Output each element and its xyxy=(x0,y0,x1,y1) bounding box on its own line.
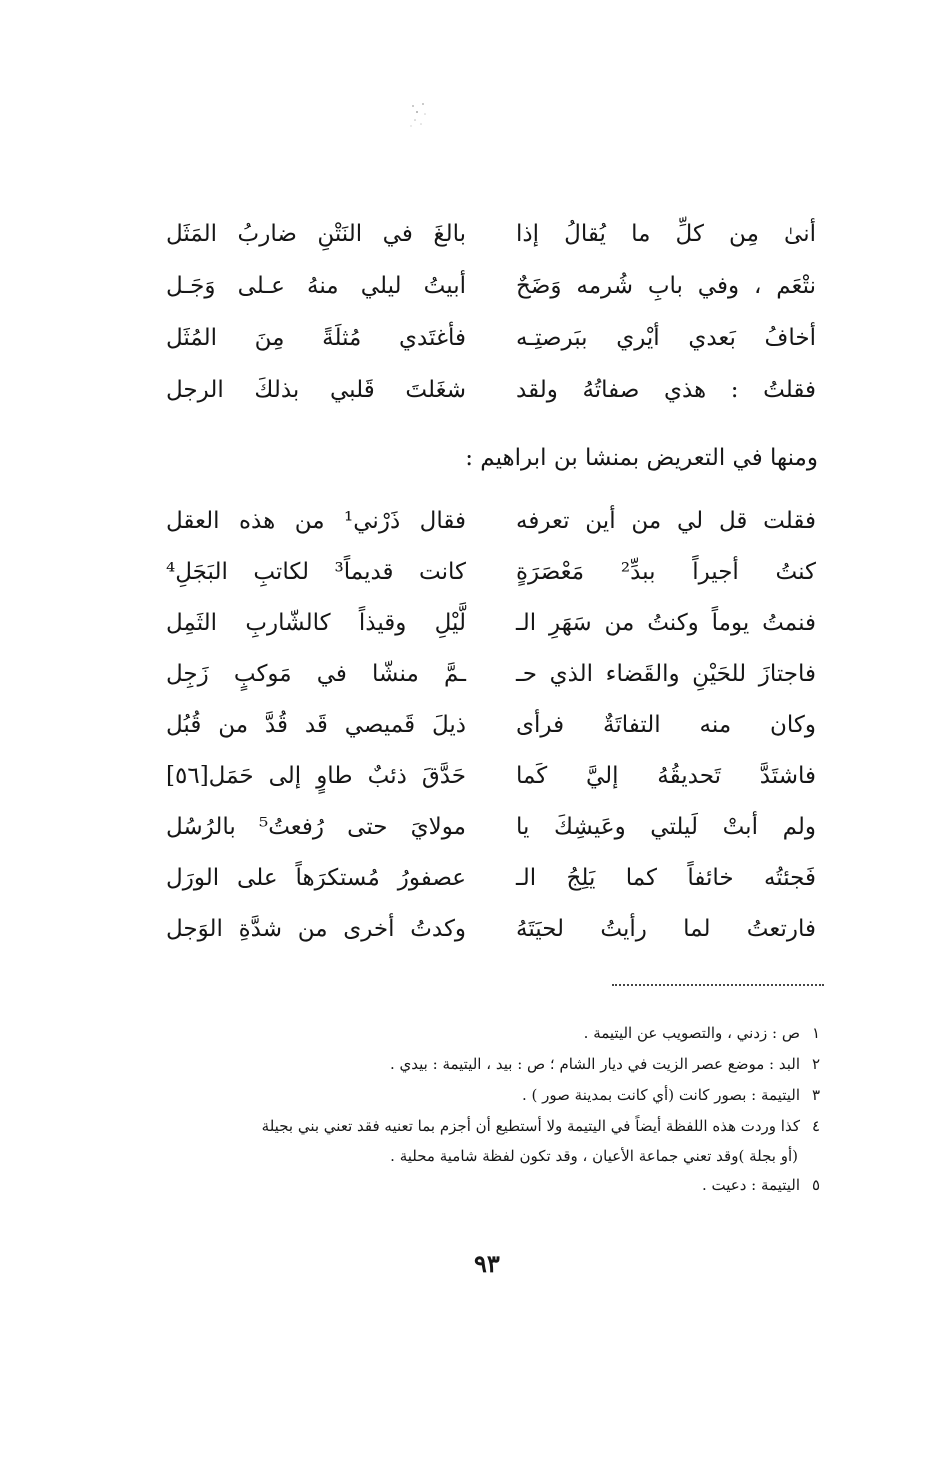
hemistich-first: فارتعتُ لما رأيتُ لحيَتَهُ xyxy=(516,915,816,942)
hemistich-first: كنتُ أجيراً ببدِّ² مَعْصَرَةٍ xyxy=(516,558,817,585)
footnote-text: البد : موضع عصر الزيت في ديار الشام ؛ ص : بيد ، اليتيمة : بيدي . xyxy=(390,1055,800,1073)
footnote-text: ص : زدني ، والتصويب عن اليتيمة . xyxy=(583,1024,800,1042)
verse-line xyxy=(166,260,816,312)
footnote-divider xyxy=(612,984,824,986)
footnote-item xyxy=(130,1080,820,1111)
verse-line xyxy=(166,597,816,648)
verse-line xyxy=(166,852,816,903)
verse-line xyxy=(166,364,816,416)
footnote-item xyxy=(130,1049,820,1080)
hemistich-second: ذيلَ قَميصي قَد قُدَّ من قُبُل xyxy=(166,711,466,738)
scan-speck-mark xyxy=(405,100,433,130)
hemistich-first: فاجتازَ للحَيْنِ والقَضاء الذي حـ xyxy=(516,660,816,687)
footnote-item xyxy=(130,1018,820,1049)
hemistich-first: فنمتُ يوماً وكنتُ من سَهَرِ الـ xyxy=(516,609,816,636)
hemistich-second: بالغَ في النَتْنِ ضاربُ المَثَل xyxy=(166,221,466,247)
footnote-item xyxy=(130,1111,820,1142)
verse-line xyxy=(166,801,816,852)
footnote-number: ٣ xyxy=(811,1086,820,1104)
hemistich-second: فأغتَدي مُثلَةً مِنَ المُثَل xyxy=(166,325,466,351)
verse-line xyxy=(166,750,816,801)
verse-line xyxy=(166,546,816,597)
page-number: ٩٣ xyxy=(474,1249,500,1278)
hemistich-second: حَدَّقَ ذئبٌ طاوٍ إلى حَمَل[٥٦] xyxy=(166,762,466,789)
footnote-number: ١ xyxy=(811,1024,820,1042)
footnote-number: ٤ xyxy=(811,1117,820,1135)
verse-line xyxy=(166,208,816,260)
hemistich-second: فقال ذَرْني¹ من هذه العقل xyxy=(166,507,466,534)
poem-stanza-1 xyxy=(166,208,816,416)
hemistich-first: أنىٰ مِن كلِّ ما يُقالُ إذا xyxy=(516,221,816,247)
hemistich-first: أخافُ بَعدي أيْري ببَرصتِـه xyxy=(516,325,816,351)
hemistich-first: فَجئتُه خائفاً كما يَلِجُ الـ xyxy=(516,864,816,891)
section-intro-line: ومنها في التعريض بمنشا بن ابراهيم : xyxy=(465,445,818,471)
hemistich-first: وكان منه التفاتَةٌ فرأى xyxy=(516,711,816,738)
hemistich-first: ولم أبتْ لَيلتي وعَيشِكَ يا xyxy=(516,813,816,840)
hemistich-second: لَّيْلِ وقيذاً كالشّاربِ الثَمِل xyxy=(166,609,466,636)
footnote-continuation: (أو بجلة )وقد تعني جماعة الأعيان ، وقد تكون لفظة شامية محلية . xyxy=(390,1147,798,1165)
hemistich-second: وكدتُ أخرى من شدَّةِ الوَجل xyxy=(166,915,466,942)
verse-line xyxy=(166,495,816,546)
hemistich-second: عصفورُ مُستكرَهاً على الورَل xyxy=(166,864,466,891)
hemistich-second: كانت قديماً³ لكاتبِ البَجَلِ⁴ xyxy=(166,558,466,585)
hemistich-second: مولايَ حتى رُفعتُ⁵ بالرُسُل xyxy=(166,813,467,840)
hemistich-first: فقلت قل لي من أين تعرفه xyxy=(516,507,816,534)
poem-stanza-2 xyxy=(166,495,816,954)
verse-line xyxy=(166,648,816,699)
hemistich-second: أبيتُ ليلي منهُ عـلى وَجَـل xyxy=(166,273,466,299)
hemistich-first: نتْعَم ، وفي بابِ شُرمه وَضَحٌ xyxy=(516,273,816,299)
footnotes xyxy=(130,1018,820,1201)
hemistich-second: شغَلتَ قَلبي بذلكَ الرجل xyxy=(166,377,466,403)
footnote-text: كذا وردت هذه اللفظة أيضاً في اليتيمة ولا أستطيع أن أجزم بما تعنيه فقد تعني بني بجيلة xyxy=(261,1117,800,1135)
footnote-number: ٢ xyxy=(811,1055,820,1073)
verse-line xyxy=(166,699,816,750)
footnote-text: اليتيمة : دعيت . xyxy=(701,1176,800,1194)
footnote-text: اليتيمة : بصور كانت (أي كانت بمدينة صور ) . xyxy=(522,1086,800,1104)
verse-line xyxy=(166,312,816,364)
verse-line xyxy=(166,903,816,954)
hemistich-second: ـمَّ منشّا في مَوكبٍ زَجِل xyxy=(166,660,466,687)
footnote-item xyxy=(130,1170,820,1201)
hemistich-first: فاشتَدَّ تَحديقُهُ إليَّ كَما xyxy=(516,762,816,789)
footnote-number: ٥ xyxy=(811,1176,820,1194)
hemistich-first: فقلتُ : هذي صفاتُهُ ولقد xyxy=(516,377,816,403)
